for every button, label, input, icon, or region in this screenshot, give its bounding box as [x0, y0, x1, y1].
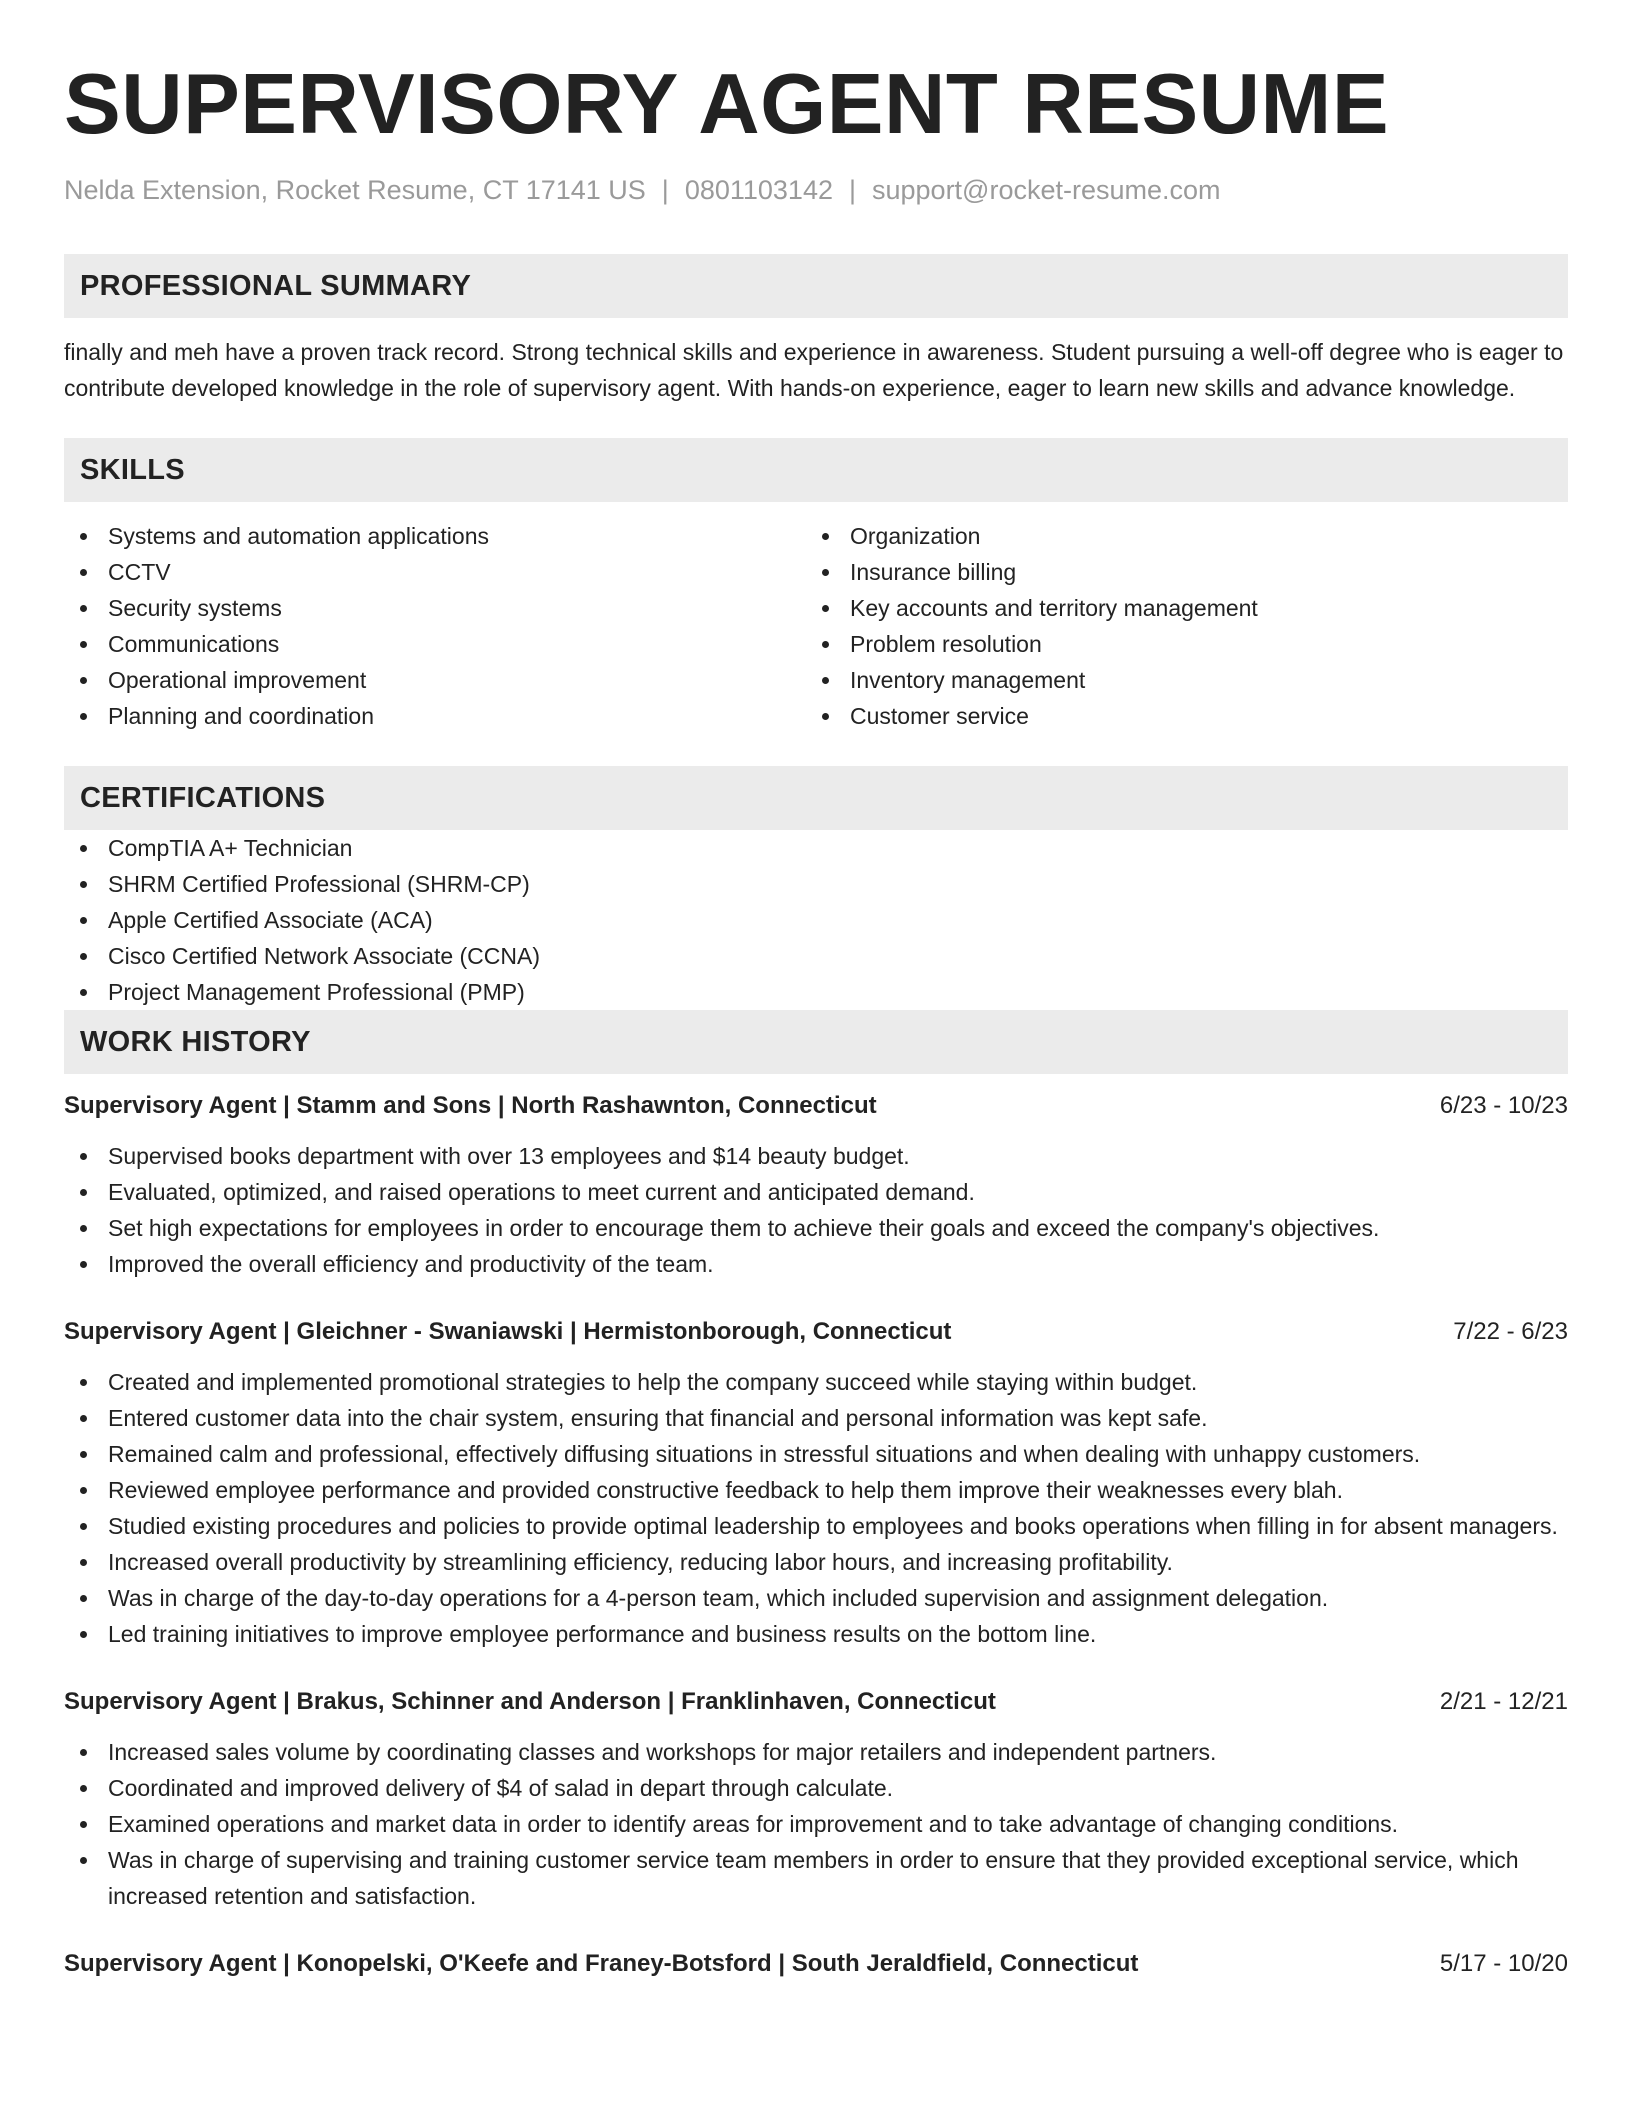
job-header	[64, 1684, 1568, 1720]
job-bullet: Studied existing procedures and policies to provide optimal leadership to employees and books operations when filling in for absent managers.	[64, 1508, 1568, 1544]
skill-item: Systems and automation applications	[64, 518, 806, 554]
job-bullet: Supervised books department with over 13 employees and $14 beauty budget.	[64, 1138, 1568, 1174]
contact-separator: |	[848, 175, 856, 205]
contact-address: Nelda Extension, Rocket Resume, CT 17141 US	[64, 175, 646, 205]
job-entry	[64, 1088, 1568, 1282]
job-bullet: Increased overall productivity by streamlining efficiency, reducing labor hours, and increasing profitability.	[64, 1544, 1568, 1580]
summary-section	[64, 254, 1568, 406]
skills-grid	[64, 518, 1568, 734]
job-entry	[64, 1684, 1568, 1914]
contact-line	[64, 172, 1568, 208]
job-header	[64, 1088, 1568, 1124]
job-bullet: Remained calm and professional, effectively diffusing situations in stressful situations and when dealing with unhappy customers.	[64, 1436, 1568, 1472]
skill-item: Customer service	[806, 698, 1548, 734]
summary-heading: PROFESSIONAL SUMMARY	[64, 254, 1568, 318]
contact-phone: 0801103142	[684, 175, 833, 205]
job-entry	[64, 1946, 1568, 1982]
work-history-heading: WORK HISTORY	[64, 1010, 1568, 1074]
job-title: Supervisory Agent | Brakus, Schinner and Anderson | Franklinhaven, Connecticut	[64, 1688, 996, 1715]
contact-separator: |	[661, 175, 669, 205]
job-bullet: Coordinated and improved delivery of $4 of salad in depart through calculate.	[64, 1770, 1568, 1806]
certification-item: Project Management Professional (PMP)	[64, 974, 1568, 1010]
skill-item: Insurance billing	[806, 554, 1548, 590]
job-bullet: Led training initiatives to improve employee performance and business results on the bottom line.	[64, 1616, 1568, 1652]
skill-item: Security systems	[64, 590, 806, 626]
job-bullet: Was in charge of supervising and training customer service team members in order to ensure that they provided exceptional service, which increased retention and satisfaction.	[64, 1842, 1568, 1914]
job-title: Supervisory Agent | Konopelski, O'Keefe and Franey-Botsford | South Jeraldfield, Connecticut	[64, 1950, 1139, 1977]
job-bullet: Entered customer data into the chair system, ensuring that financial and personal information was kept safe.	[64, 1400, 1568, 1436]
certification-item: Cisco Certified Network Associate (CCNA)	[64, 938, 1568, 974]
job-bullet: Evaluated, optimized, and raised operations to meet current and anticipated demand.	[64, 1174, 1568, 1210]
job-dates: 7/22 - 6/23	[1453, 1318, 1568, 1345]
job-bullets	[64, 1734, 1568, 1914]
job-header	[64, 1946, 1568, 1982]
skill-item: Planning and coordination	[64, 698, 806, 734]
skill-item: CCTV	[64, 554, 806, 590]
job-bullet: Created and implemented promotional strategies to help the company succeed while staying within budget.	[64, 1364, 1568, 1400]
skill-item: Key accounts and territory management	[806, 590, 1548, 626]
skill-item: Organization	[806, 518, 1548, 554]
job-title: Supervisory Agent | Gleichner - Swaniawski | Hermistonborough, Connecticut	[64, 1318, 952, 1345]
job-dates: 5/17 - 10/20	[1439, 1950, 1568, 1977]
certification-item: SHRM Certified Professional (SHRM-CP)	[64, 866, 1568, 902]
skills-left-column	[64, 518, 806, 734]
skills-heading: SKILLS	[64, 438, 1568, 502]
job-header	[64, 1314, 1568, 1350]
skills-right-column	[806, 518, 1548, 734]
job-dates: 2/21 - 12/21	[1439, 1688, 1568, 1715]
job-entry	[64, 1314, 1568, 1652]
skill-item: Problem resolution	[806, 626, 1548, 662]
job-bullet: Increased sales volume by coordinating classes and workshops for major retailers and independent partners.	[64, 1734, 1568, 1770]
job-bullets	[64, 1138, 1568, 1282]
certifications-section	[64, 766, 1568, 1010]
job-bullet: Was in charge of the day-to-day operations for a 4-person team, which included supervision and assignment delegation.	[64, 1580, 1568, 1616]
job-dates: 6/23 - 10/23	[1439, 1092, 1568, 1119]
skill-item: Operational improvement	[64, 662, 806, 698]
contact-email: support@rocket-resume.com	[872, 175, 1221, 205]
job-title: Supervisory Agent | Stamm and Sons | North Rashawnton, Connecticut	[64, 1092, 877, 1119]
job-bullet: Improved the overall efficiency and productivity of the team.	[64, 1246, 1568, 1282]
summary-text: finally and meh have a proven track record. Strong technical skills and experience in awareness. Student pursuing a well-off degree who is eager to contribute developed knowledge in the role of supervisory agent. With hands-on experience, eager to learn new skills and advance knowledge.	[64, 339, 1564, 401]
skill-item: Inventory management	[806, 662, 1548, 698]
certifications-list	[64, 830, 1568, 1010]
job-bullet: Reviewed employee performance and provided constructive feedback to help them improve their weaknesses every blah.	[64, 1472, 1568, 1508]
resume-content	[64, 50, 1568, 1996]
skill-item: Communications	[64, 626, 806, 662]
resume-title: SUPERVISORY AGENT RESUME	[64, 57, 1390, 152]
work-history-section	[64, 1010, 1568, 1982]
job-bullet: Set high expectations for employees in order to encourage them to achieve their goals and exceed the company's objectives.	[64, 1210, 1568, 1246]
certification-item: Apple Certified Associate (ACA)	[64, 902, 1568, 938]
certification-item: CompTIA A+ Technician	[64, 830, 1568, 866]
certifications-heading: CERTIFICATIONS	[64, 766, 1568, 830]
skills-section	[64, 438, 1568, 734]
job-bullet: Examined operations and market data in order to identify areas for improvement and to take advantage of changing conditions.	[64, 1806, 1568, 1842]
job-bullets	[64, 1364, 1568, 1652]
